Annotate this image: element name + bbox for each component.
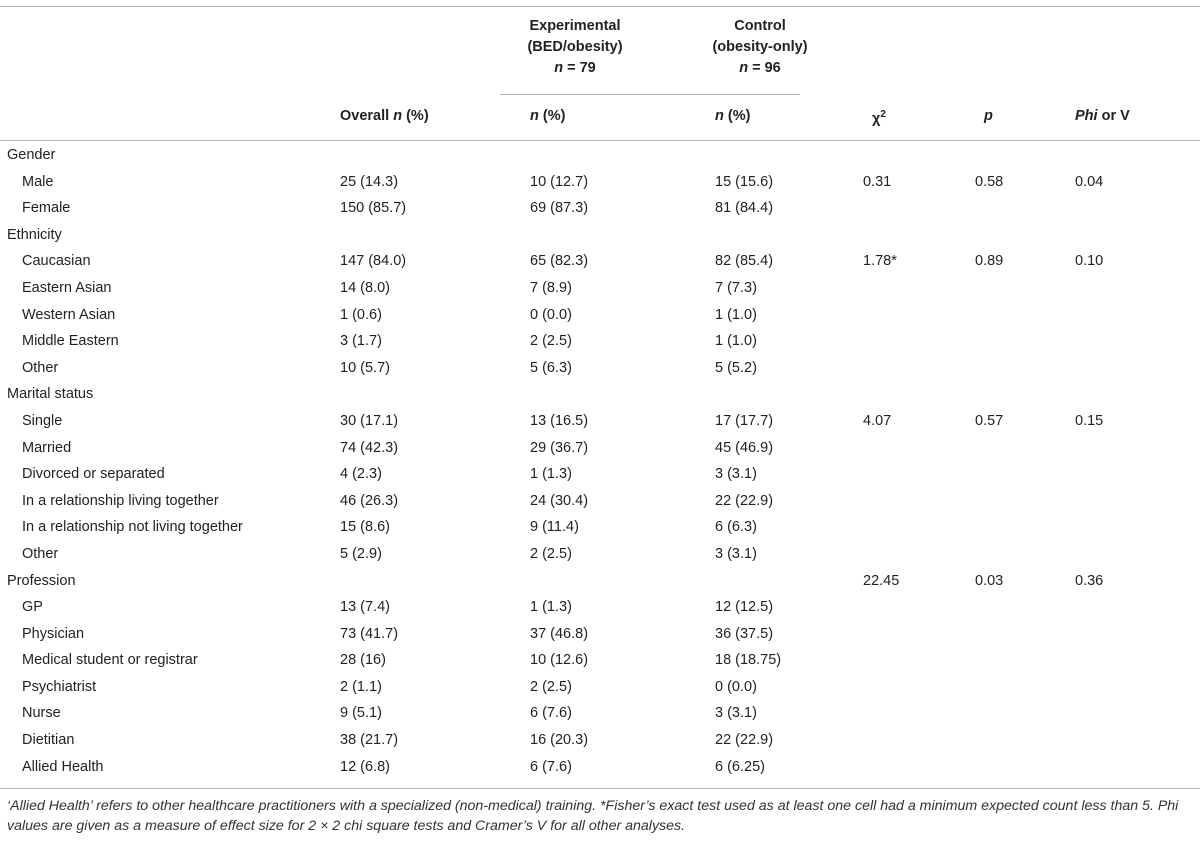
experimental-cell: 69 (87.3) xyxy=(530,200,589,217)
row-label: Physician xyxy=(22,625,85,642)
header-bottom-rule xyxy=(0,140,1200,141)
control-cell: 0 (0.0) xyxy=(715,678,757,695)
experimental-cell: 6 (7.6) xyxy=(530,758,572,775)
p-value-cell: 0.03 xyxy=(975,572,1004,589)
row-label: Gender xyxy=(7,147,56,163)
effect-size-cell: 0.36 xyxy=(1075,572,1104,589)
chi-square-cell: 0.31 xyxy=(863,173,892,190)
experimental-cell: 5 (6.3) xyxy=(530,359,572,376)
overall-cell: 10 (5.7) xyxy=(340,359,390,376)
table-row xyxy=(0,489,1200,516)
control-subtitle: (obesity-only) xyxy=(712,39,808,55)
control-n: n = 96 xyxy=(739,60,781,76)
table-row xyxy=(0,276,1200,303)
row-label: Psychiatrist xyxy=(22,678,97,695)
control-cell: 1 (1.0) xyxy=(715,306,757,323)
overall-cell: 14 (8.0) xyxy=(340,279,390,296)
control-cell: 81 (84.4) xyxy=(715,200,774,217)
chi-square-cell: 1.78* xyxy=(863,253,897,270)
row-label: Male xyxy=(22,173,54,190)
control-cell: 7 (7.3) xyxy=(715,279,757,296)
overall-cell: 1 (0.6) xyxy=(340,306,382,323)
experimental-subtitle: (BED/obesity) xyxy=(527,39,623,55)
row-label: GP xyxy=(22,599,43,616)
p-value-cell: 0.57 xyxy=(975,412,1004,429)
overall-cell: 5 (2.9) xyxy=(340,545,382,562)
experimental-cell: 2 (2.5) xyxy=(530,545,572,562)
table-section-row xyxy=(0,143,1200,170)
table-section-row xyxy=(0,382,1200,409)
table-row xyxy=(0,675,1200,702)
row-label: Married xyxy=(22,439,72,456)
table-row xyxy=(0,542,1200,569)
overall-cell: 150 (85.7) xyxy=(340,200,407,217)
overall-cell: 74 (42.3) xyxy=(340,439,399,456)
row-label: Ethnicity xyxy=(7,226,62,243)
row-label: Medical student or registrar xyxy=(22,652,198,669)
table-section-row xyxy=(0,223,1200,250)
chi-square-cell: 4.07 xyxy=(863,412,892,429)
effect-size-cell: 0.04 xyxy=(1075,173,1104,190)
overall-cell: 9 (5.1) xyxy=(340,705,382,722)
row-label: Other xyxy=(22,545,59,562)
control-cell: 3 (3.1) xyxy=(715,466,757,483)
column-header-phi: Phi or V xyxy=(1075,108,1130,124)
control-cell: 1 (1.0) xyxy=(715,333,757,350)
row-label: Profession xyxy=(7,572,76,589)
control-cell: 12 (12.5) xyxy=(715,599,774,616)
row-label: Middle Eastern xyxy=(22,333,119,350)
table-row xyxy=(0,356,1200,383)
table-row xyxy=(0,755,1200,782)
row-label: Other xyxy=(22,359,59,376)
experimental-cell: 65 (82.3) xyxy=(530,253,589,270)
table-row xyxy=(0,170,1200,197)
table-section-row xyxy=(0,569,1200,596)
experimental-cell: 6 (7.6) xyxy=(530,705,572,722)
overall-cell: 46 (26.3) xyxy=(340,492,399,509)
control-cell: 3 (3.1) xyxy=(715,705,757,722)
control-title: Control xyxy=(734,18,786,34)
table-row xyxy=(0,303,1200,330)
table-row xyxy=(0,436,1200,463)
table-row xyxy=(0,515,1200,542)
row-label: Allied Health xyxy=(22,758,104,775)
table-body xyxy=(0,143,1200,781)
experimental-cell: 0 (0.0) xyxy=(530,306,572,323)
table-row xyxy=(0,728,1200,755)
table-row xyxy=(0,409,1200,436)
overall-cell: 3 (1.7) xyxy=(340,333,382,350)
control-cell: 22 (22.9) xyxy=(715,492,774,509)
table-row xyxy=(0,701,1200,728)
row-label: In a relationship living together xyxy=(22,492,219,509)
column-header-control-n: n (%) xyxy=(715,108,751,124)
row-label: Nurse xyxy=(22,705,61,722)
control-cell: 6 (6.25) xyxy=(715,758,765,775)
experimental-cell: 37 (46.8) xyxy=(530,625,589,642)
row-label: Divorced or separated xyxy=(22,466,165,483)
effect-size-cell: 0.10 xyxy=(1075,253,1104,270)
overall-cell: 25 (14.3) xyxy=(340,173,399,190)
table-top-rule xyxy=(0,6,1200,7)
experimental-cell: 13 (16.5) xyxy=(530,412,589,429)
column-header-chi-square: $\chi^2$ xyxy=(872,109,886,127)
control-cell: 17 (17.7) xyxy=(715,412,774,429)
experimental-n: n = 79 xyxy=(554,60,596,76)
experimental-cell: 10 (12.6) xyxy=(530,652,589,669)
p-value-cell: 0.89 xyxy=(975,253,1004,270)
row-label: Dietitian xyxy=(22,732,75,749)
control-cell: 5 (5.2) xyxy=(715,359,757,376)
control-cell: 36 (37.5) xyxy=(715,625,774,642)
control-cell: 45 (46.9) xyxy=(715,439,774,456)
control-cell: 22 (22.9) xyxy=(715,732,774,749)
overall-cell: 13 (7.4) xyxy=(340,599,390,616)
control-cell: 15 (15.6) xyxy=(715,173,774,190)
overall-cell: 2 (1.1) xyxy=(340,678,382,695)
row-label: Eastern Asian xyxy=(22,279,112,296)
overall-cell: 15 (8.6) xyxy=(340,519,390,536)
table-footnote: ‘Allied Health’ refers to other healthcare practitioners with a specialized (non-medical) training. *Fisher’s exact test used as at least one cell had a minimum expected count less than 5. Phi values are given as a measure of effect size for 2 × 2 chi square tests and Cramer’s V for all other analyses. xyxy=(7,798,1179,834)
experimental-cell: 10 (12.7) xyxy=(530,173,589,190)
experimental-cell: 9 (11.4) xyxy=(530,519,579,536)
table-row xyxy=(0,648,1200,675)
control-cell: 3 (3.1) xyxy=(715,545,757,562)
row-label: Western Asian xyxy=(22,306,116,323)
table-row xyxy=(0,196,1200,223)
row-label: Marital status xyxy=(7,386,94,403)
experimental-cell: 16 (20.3) xyxy=(530,732,589,749)
row-label: Female xyxy=(22,200,71,217)
table-row xyxy=(0,249,1200,276)
column-header-experimental-n: n (%) xyxy=(530,108,566,124)
table-row xyxy=(0,462,1200,489)
control-group-header xyxy=(685,16,835,79)
overall-cell: 4 (2.3) xyxy=(340,466,382,483)
table-row xyxy=(0,329,1200,356)
effect-size-cell: 0.15 xyxy=(1075,412,1104,429)
control-cell: 18 (18.75) xyxy=(715,652,782,669)
overall-cell: 147 (84.0) xyxy=(340,253,407,270)
overall-cell: 73 (41.7) xyxy=(340,625,399,642)
table-row xyxy=(0,622,1200,649)
experimental-cell: 2 (2.5) xyxy=(530,678,572,695)
overall-cell: 28 (16) xyxy=(340,652,386,669)
overall-cell: 12 (6.8) xyxy=(340,758,390,775)
experimental-cell: 1 (1.3) xyxy=(530,466,572,483)
experimental-cell: 2 (2.5) xyxy=(530,333,572,350)
experimental-group-header xyxy=(500,16,650,79)
experimental-title: Experimental xyxy=(529,18,621,34)
overall-cell: 30 (17.1) xyxy=(340,412,399,429)
experimental-cell: 7 (8.9) xyxy=(530,279,572,296)
experimental-cell: 1 (1.3) xyxy=(530,599,572,616)
table-row xyxy=(0,595,1200,622)
group-header-rule xyxy=(500,94,800,95)
control-cell: 6 (6.3) xyxy=(715,519,757,536)
table-bottom-rule xyxy=(0,788,1200,789)
row-label: Caucasian xyxy=(22,253,91,270)
column-header-overall: Overall n (%) xyxy=(340,108,429,124)
chi-square-cell: 22.45 xyxy=(863,572,900,589)
experimental-cell: 29 (36.7) xyxy=(530,439,589,456)
p-value-cell: 0.58 xyxy=(975,173,1004,190)
overall-cell: 38 (21.7) xyxy=(340,732,399,749)
control-cell: 82 (85.4) xyxy=(715,253,774,270)
experimental-cell: 24 (30.4) xyxy=(530,492,589,509)
row-label: In a relationship not living together xyxy=(22,519,243,536)
row-label: Single xyxy=(22,412,63,429)
column-header-p: p xyxy=(984,108,993,124)
